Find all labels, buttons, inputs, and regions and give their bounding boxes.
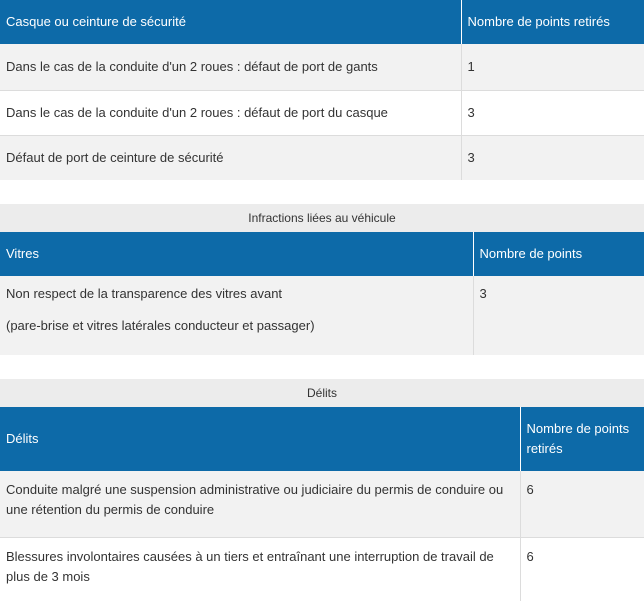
infraction-label: Conduite malgré une suspension administrative ou judiciaire du permis de conduire ou une rétention du permis de conduire [0, 471, 520, 537]
table-helmet-seatbelt [0, 0, 644, 180]
infraction-label: Blessures involontaires causées à un tiers et entraînant une interruption de travail de plus de 3 mois [0, 537, 520, 601]
table-header [0, 0, 644, 44]
table-row [0, 90, 644, 135]
infraction-cell [0, 276, 473, 355]
points-value: 1 [461, 44, 644, 90]
points-value: 3 [461, 90, 644, 135]
section-caption: Délits [0, 379, 644, 407]
table-header [0, 407, 644, 471]
header-col-infraction: Délits [0, 407, 520, 471]
header-col-infraction: Casque ou ceinture de sécurité [0, 0, 461, 44]
section-vehicle-infractions [0, 204, 644, 355]
points-value: 3 [473, 276, 644, 355]
points-value: 6 [520, 537, 644, 601]
infraction-label: Dans le cas de la conduite d'un 2 roues : défaut de port du casque [0, 90, 461, 135]
table-row [0, 276, 644, 355]
header-col-points: Nombre de points [473, 232, 644, 276]
points-value: 3 [461, 135, 644, 180]
header-col-points: Nombre de points retirés [461, 0, 644, 44]
infraction-label-line2: (pare-brise et vitres latérales conducteur et passager) [6, 318, 315, 333]
section-caption: Infractions liées au véhicule [0, 204, 644, 232]
table-row [0, 135, 644, 180]
points-value: 6 [520, 471, 644, 537]
header-col-infraction: Vitres [0, 232, 473, 276]
table-row [0, 471, 644, 537]
infraction-label-line1: Non respect de la transparence des vitres avant [6, 286, 283, 301]
table-row [0, 44, 644, 90]
header-col-points: Nombre de points retirés [520, 407, 644, 471]
table-header [0, 232, 644, 276]
infraction-label: Dans le cas de la conduite d'un 2 roues : défaut de port de gants [0, 44, 461, 90]
table-row [0, 537, 644, 601]
section-offences [0, 379, 644, 601]
infraction-label: Défaut de port de ceinture de sécurité [0, 135, 461, 180]
